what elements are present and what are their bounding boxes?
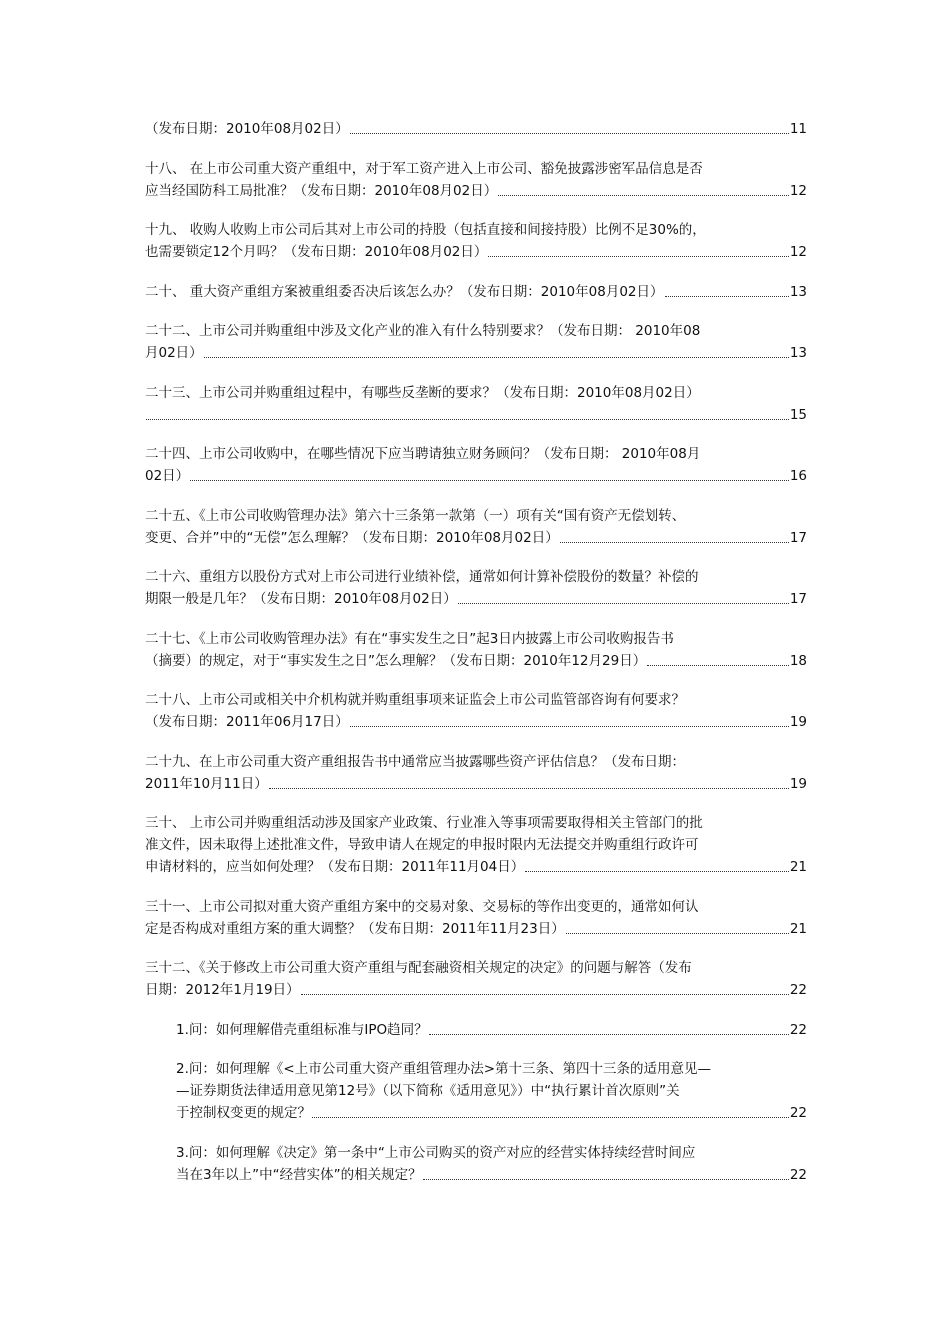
toc-entry-text: 期限一般是几年？（发布日期：2010年08月02日） (145, 591, 457, 607)
toc-entry-text: 应当经国防科工局批准？（发布日期：2010年08月02日） (145, 182, 498, 199)
toc-entry-e19[interactable] (145, 219, 807, 263)
toc-entry-last-line (145, 180, 807, 202)
page-number[interactable]: 12 (789, 182, 807, 199)
page-number[interactable]: 11 (789, 121, 807, 137)
page-number[interactable]: 22 (789, 982, 807, 998)
dot-leader (566, 933, 789, 934)
toc-entry-text: 申请材料的，应当如何处理？（发布日期：2011年11月04日） (145, 859, 525, 875)
page-number[interactable]: 22 (789, 1021, 807, 1038)
page-number[interactable]: 21 (789, 920, 807, 937)
toc-entry-text: （发布日期：2011年06月17日） (145, 714, 349, 730)
toc-entry-last-line (145, 918, 807, 940)
dot-leader (204, 357, 789, 358)
toc-entry-text-line: 二十七、《上市公司收购管理办法》有在“事实发生之日”起3日内披露上市公司收购报告书 (145, 630, 674, 647)
toc-entry-e27[interactable] (145, 628, 807, 672)
toc-entry-last-line (145, 404, 807, 426)
toc-entry-last-line (145, 773, 807, 795)
toc-entry-last-line (145, 650, 807, 672)
toc-entry-text: 定是否构成对重组方案的重大调整？（发布日期：2011年11月23日） (145, 920, 565, 937)
toc-entry-text: 于控制权变更的规定？ (176, 1105, 311, 1121)
dot-leader (312, 1117, 789, 1118)
toc-entry-e28[interactable] (145, 689, 807, 733)
dot-leader (665, 296, 789, 297)
dot-leader (301, 994, 789, 995)
toc-entry-last-line (176, 1164, 807, 1186)
toc-entry-last-line (176, 1019, 807, 1041)
toc-entry-last-line (145, 241, 807, 263)
dot-leader (647, 665, 789, 666)
toc-entry-text: 02日） (145, 468, 190, 484)
toc-entry-last-line (145, 979, 807, 1001)
dot-leader (458, 603, 789, 604)
toc-entry-text: 二十、 重大资产重组方案被重组委否决后该怎么办？（发布日期：2010年08月02日） (145, 283, 664, 300)
dot-leader (560, 542, 789, 543)
toc-entry-e32[interactable] (145, 957, 807, 1001)
toc-entry-text-line: 2.问：如何理解《<上市公司重大资产重组管理办法>第十三条、第四十三条的适用意见— (176, 1061, 712, 1077)
page-number[interactable]: 22 (789, 1105, 807, 1121)
toc-entry-e24[interactable] (145, 443, 807, 487)
dot-leader (488, 256, 788, 257)
toc-entry-e17[interactable] (145, 118, 807, 140)
toc-subentry-q2[interactable] (176, 1058, 807, 1124)
toc-entry-text-line: 二十八、上市公司或相关中介机构就并购重组事项来证监会上市公司监管部咨询有何要求？ (145, 692, 685, 708)
page-number[interactable]: 19 (789, 775, 807, 792)
dot-leader (525, 871, 789, 872)
toc-entry-last-line (145, 711, 807, 733)
page-number[interactable]: 22 (789, 1166, 807, 1183)
toc-entry-last-line (145, 856, 807, 878)
dot-leader (269, 788, 789, 789)
dot-leader (350, 133, 789, 134)
toc-entry-text-line: 三十、 上市公司并购重组活动涉及国家产业政策、行业准入等事项需要取得相关主管部门的批 (145, 815, 703, 831)
toc-entry-e31[interactable] (145, 896, 807, 940)
page-number[interactable]: 15 (789, 406, 807, 423)
toc-entry-last-line (145, 465, 807, 487)
toc-entry-last-line (145, 527, 807, 549)
toc-entry-text-line: 3.问：如何理解《决定》第一条中“上市公司购买的资产对应的经营实体持续经营时间应 (176, 1144, 696, 1161)
toc-entry-text-line: 二十五、《上市公司收购管理办法》第六十三条第一款第（一）项有关“国有资产无偿划转、 (145, 507, 686, 524)
toc-entry-text: 1.问：如何理解借壳重组标准与IPO趋同？ (176, 1021, 428, 1038)
toc-entry-e22[interactable] (145, 320, 807, 364)
toc-entry-text-line: 准文件，因未取得上述批准文件，导致申请人在规定的申报时限内无法提交并购重组行政许可 (145, 837, 699, 853)
toc-entry-text: （发布日期：2010年08月02日） (145, 121, 349, 137)
toc-entry-text-line: 二十三、上市公司并购重组过程中，有哪些反垄断的要求？（发布日期：2010年08月02日） (145, 384, 700, 401)
dot-leader (423, 1179, 789, 1180)
toc-entry-e26[interactable] (145, 566, 807, 610)
page-number[interactable]: 16 (789, 468, 807, 484)
toc-entry-e25[interactable] (145, 505, 807, 549)
toc-entry-last-line (145, 588, 807, 610)
dot-leader (146, 419, 789, 420)
dot-leader (429, 1034, 789, 1035)
toc-entry-e23[interactable] (145, 382, 807, 426)
toc-entry-e29[interactable] (145, 751, 807, 795)
dot-leader (190, 480, 789, 481)
toc-entry-text-line: 二十九、在上市公司重大资产重组报告书中通常应当披露哪些资产评估信息？（发布日期： (145, 753, 685, 770)
toc-entry-last-line (145, 118, 807, 140)
toc-entry-text-line: 二十六、重组方以股份方式对上市公司进行业绩补偿，通常如何计算补偿股份的数量？补偿的 (145, 569, 699, 585)
toc-entry-last-line (145, 342, 807, 364)
toc-entry-text: 也需要锁定12个月吗？（发布日期：2010年08月02日） (145, 244, 488, 260)
toc-entry-text-line: 三十一、上市公司拟对重大资产重组方案中的交易对象、交易标的等作出变更的，通常如何认 (145, 898, 699, 915)
dot-leader (350, 726, 789, 727)
toc-subentry-q3[interactable] (176, 1142, 807, 1186)
toc-entry-text-line: 二十二、上市公司并购重组中涉及文化产业的准入有什么特别要求？（发布日期： 2010年08 (145, 323, 701, 339)
table-of-contents (145, 118, 807, 1203)
toc-entry-text: （摘要）的规定，对于“事实发生之日”怎么理解？（发布日期：2010年12月29日） (145, 652, 647, 669)
toc-entry-text: 日期：2012年1月19日） (145, 982, 300, 998)
page-number[interactable]: 21 (789, 859, 807, 875)
toc-entry-text: 变更、合并”中的“无偿”怎么理解？（发布日期：2010年08月02日） (145, 529, 559, 546)
toc-subentry-q1[interactable] (176, 1019, 807, 1041)
page-number[interactable]: 13 (789, 345, 807, 361)
toc-entry-e18[interactable] (145, 158, 807, 202)
page-number[interactable]: 19 (789, 714, 807, 730)
toc-entry-text-line: —证券期货法律适用意见第12号》（以下简称《适用意见》）中“执行累计首次原则”关 (176, 1083, 680, 1099)
toc-entry-text: 当在3年以上”中“经营实体”的相关规定？ (176, 1166, 422, 1183)
toc-entry-text: 2011年10月11日） (145, 775, 268, 792)
toc-entry-e30[interactable] (145, 812, 807, 878)
toc-entry-text-line: 二十四、上市公司收购中，在哪些情况下应当聘请独立财务顾问？（发布日期： 2010年08月 (145, 446, 701, 462)
page-number[interactable]: 13 (789, 283, 807, 300)
toc-entry-text-line: 三十二、《关于修改上市公司重大资产重组与配套融资相关规定的决定》的问题与解答（发布 (145, 960, 692, 976)
toc-entry-text: 月02日） (145, 345, 203, 361)
page-number[interactable]: 17 (789, 529, 807, 546)
toc-entry-last-line (145, 281, 807, 303)
page-number[interactable]: 18 (789, 652, 807, 669)
toc-entry-e20[interactable] (145, 281, 807, 303)
dot-leader (498, 195, 789, 196)
page-number[interactable]: 12 (789, 244, 807, 260)
toc-entry-last-line (176, 1102, 807, 1124)
toc-entry-text-line: 十八、 在上市公司重大资产重组中，对于军工资产进入上市公司、豁免披露涉密军品信息是否 (145, 160, 703, 177)
page-number[interactable]: 17 (789, 591, 807, 607)
toc-entry-text-line: 十九、 收购人收购上市公司后其对上市公司的持股（包括直接和间接持股）比例不足30%的， (145, 222, 706, 238)
